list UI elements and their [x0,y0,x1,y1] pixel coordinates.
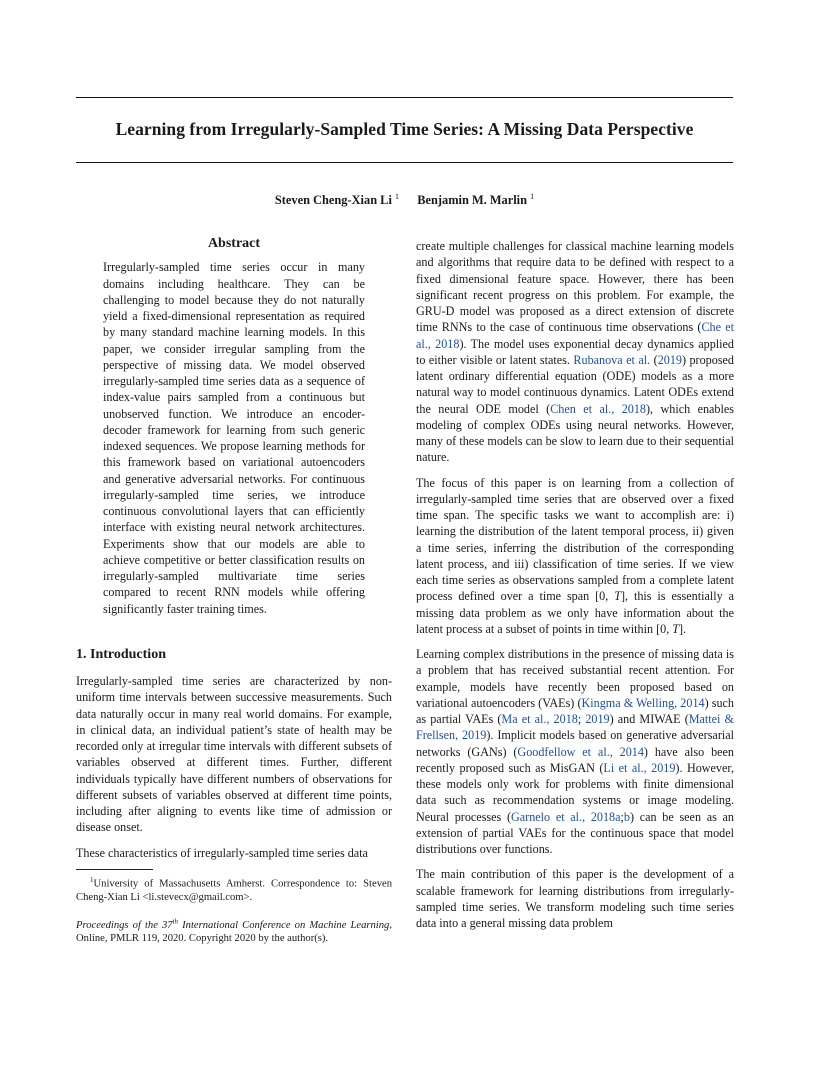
citation-link[interactable]: Li et al., 2019 [603,760,676,775]
paper-title: Learning from Irregularly-Sampled Time Series: A Missing Data Perspective [115,119,694,139]
citation-link[interactable]: Chen et al., 2018 [550,401,646,416]
affiliation-footnote-text: University of Massachusetts Amherst. Correspondence to: Steven Cheng-Xian Li <li.stevecx@gmail.com>. [76,878,392,903]
proceedings-footnote [76,915,392,946]
abstract-body: Irregularly-sampled time series occur in many domains including healthcare. They can be challenging to model because they do not naturally yield a fixed-dimensional representation as required by many standard machine learning models. In this paper, we consider irregular sampling from the perspective of missing data. We model observed irregularly-sampled time series data as a sequence of index-value pairs sampled from a continuous but unobserved function. We introduce an encoder-decoder framework for learning from such generic indexed sequences. We propose learning methods for this framework based on variational autoencoders and generative adversarial networks. For continuous irregularly-sampled time series, we introduce continuous convolutional layers that can efficiently interface with existing neural network architectures. Experiments show that our models are able to achieve competitive or better classification results on irregularly-sampled multivariate time series compared to recent RNN models while offering significantly faster training times. [103,260,365,616]
paragraph-text-run: ) have also been recently proposed such as MisGAN ( [416,744,734,775]
paragraph-text-run: ), which enables modeling of complex ODEs using neural networks. However, many of these models can be slow to learn due to their sequential nature. [416,401,734,465]
citation-link[interactable]: Kingma & Welling, 2014 [581,695,705,710]
author-name: Steven Cheng-Xian Li [274,193,392,208]
left-column [76,236,392,946]
proceedings-ordinal: th [172,917,179,926]
paragraph-text-run: ) can be seen as an extension of partial VAEs for the continuous space that model distributions over functions. [416,809,734,856]
paragraph-text-run: ). The model uses exponential decay dynamics applied to either visible or latent states. [416,336,734,367]
footnotes [76,874,392,946]
author-name: Benjamin M. Marlin [417,193,528,208]
title-rule-top [76,97,733,98]
paragraph-text-run: ; [620,809,624,824]
citation-link[interactable]: Garnelo et al., 2018a [511,809,621,824]
citation-link[interactable]: Rubanova et al. [573,352,651,367]
intro-paragraph: These characteristics of irregularly-sampled time series data [76,845,368,860]
citation-link[interactable]: b [623,809,630,824]
footnote-rule [76,869,153,870]
body-paragraph: The main contribution of this paper is the development of a scalable framework for learning distributions from irregularly-sampled time series. We transform modeling such time series data into a general missing data problem [416,867,734,930]
paragraph-text-run: create multiple challenges for classical machine learning models and algorithms that require data to be defined with respect to a fixed dimensional feature space. However, there has been significant recent progress on this problem. For example, the GRU-D model was proposed as a direct extension of discrete time RNNs to the case of continuous time observations ( [416,239,734,335]
paragraph-text-run: ) such as partial VAEs ( [416,695,734,726]
citation-link[interactable]: Mattei & Frellsen, 2019 [416,712,734,743]
citation-link[interactable]: 2019 [657,352,682,367]
math-interval: [0, T] [595,589,626,604]
citation-link[interactable]: 2019 [585,712,610,726]
paragraph-text-run: ( [650,352,658,367]
abstract-heading: Abstract [207,236,261,251]
author-affiliation-mark: 1 [530,192,535,201]
proceedings-conference: International Conference on Machine Learning [178,919,390,931]
paragraph-text-run: . [683,621,687,636]
paragraph-text-run: The focus of this paper is on learning from a collection of irregularly-sampled time series that are observed over a fixed time span. The specific tasks we want to accomplish are: i) learning the distribution of the latent temporal process, ii) given a time series, inferring the distribution of the corresponding latent process, and iii) classification of time series. If we view each time series as observations sampled from a complete latent process defined over a time span [416,475,734,604]
author-affiliation-mark: 1 [395,192,400,201]
paragraph-text-run: ). Implicit models based on generative adversarial networks (GANs) ( [416,728,734,759]
body-paragraph [416,475,734,638]
paragraph-text-run: ; [577,712,586,726]
paragraph-text-run: , this is essentially a missing data problem as we only have information about the latent process at a subset of points in time within [416,589,735,636]
section-heading-introduction: 1. Introduction [76,646,166,662]
affiliation-footnote [76,874,392,905]
footnote-mark: 1 [90,875,94,884]
proceedings-rest: , Online, PMLR 119, 2020. Copyright 2020 by the author(s). [76,919,392,945]
intro-paragraph: Irregularly-sampled time series are characterized by non-uniform time intervals between successive measurements. Such data naturally occur in many real world domains. For example, in clinical data, an individual patient’s state of health may be recorded only at irregular time intervals with different subsets of variables observed at different times. Further, different individuals typically have different numbers of observations for different subsets of variables observed at different time points, including after aligning to events like time of admission or disease onset. [76,674,392,835]
body-paragraph [416,646,734,857]
proceedings-prefix: Proceedings of the 37 [76,919,173,931]
paragraph-text-run: ). However, these models only work for problems with finite dimensional data such as recommendation systems or image modeling. Neural processes ( [416,760,734,824]
paragraph-text-run: ) and MIWAE ( [609,712,689,726]
author-list [76,192,733,208]
citation-link[interactable]: Ma et al., 2018 [501,712,578,726]
citation-link[interactable]: Che et al., 2018 [416,320,734,351]
citation-link[interactable]: Goodfellow et al., 2014 [517,744,644,759]
paragraph-text-run: Learning complex distributions in the presence of missing data is a problem that has received substantial recent attention. For example, models have recently been proposed based on variational autoencoders (VAEs) ( [416,647,734,710]
math-interval: [0, T] [656,621,684,636]
body-paragraph [416,238,734,466]
paragraph-text-run: ) proposed latent ordinary differential equation (ODE) models as a more natural way to model continuous dynamics. Latent ODEs extend the neural ODE model ( [416,352,734,416]
right-column [416,238,734,931]
title-rule-bottom [76,162,733,163]
